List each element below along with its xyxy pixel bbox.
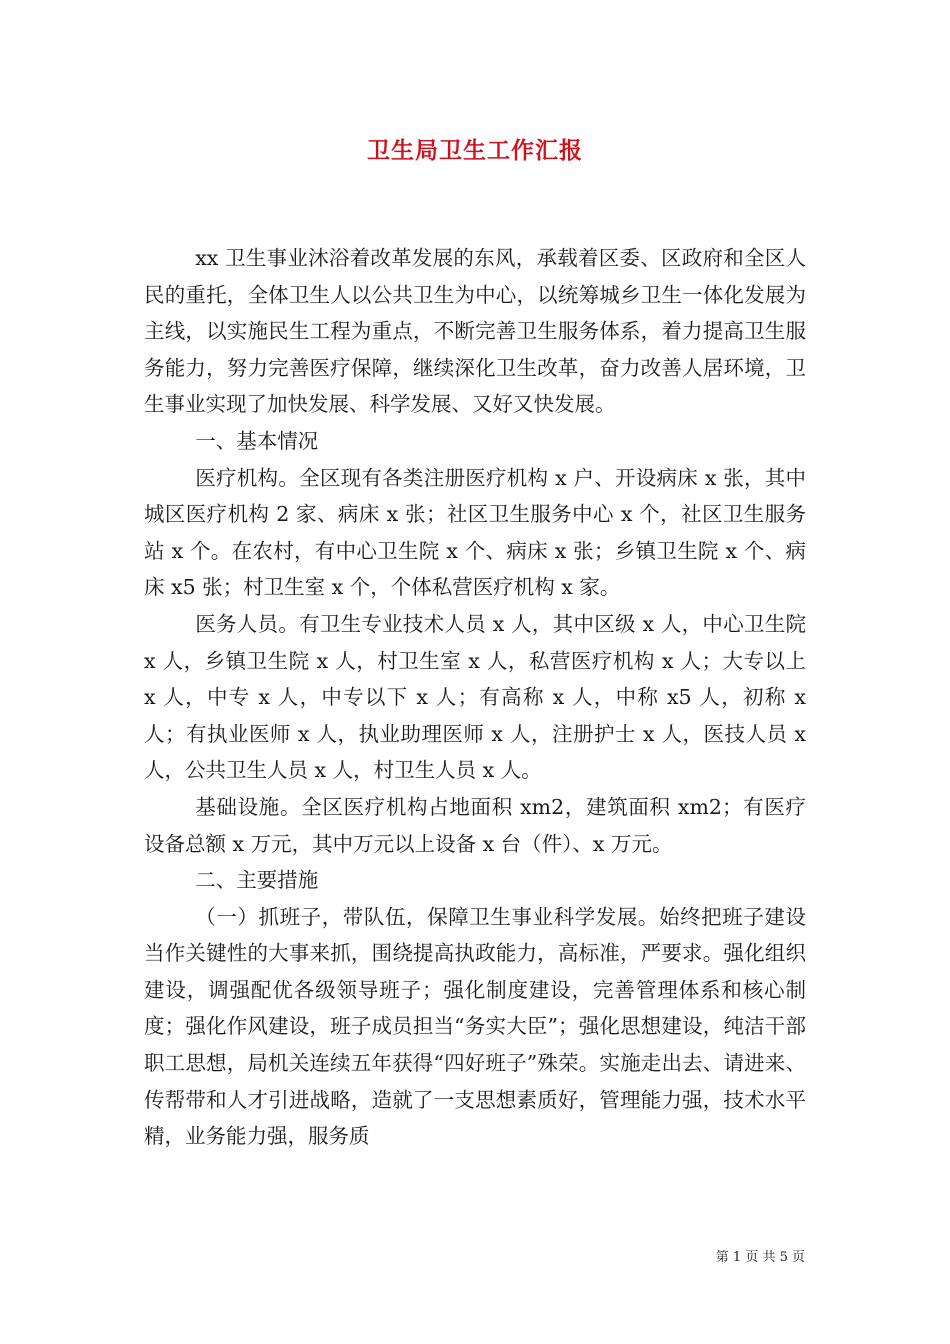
- document-body: [144, 240, 806, 1155]
- intro-paragraph: xx 卫生事业沐浴着改革发展的东风，承载着区委、区政府和全区人民的重托，全体卫生人以公共卫生为中心，以统筹城乡卫生一体化发展为主线，以实施民生工程为重点，不断完善卫生服务体系，着力提高卫生服务能力，努力完善医疗保障，继续深化卫生改革，奋力改善人居环境，卫生事业实现了加快发展、科学发展、又好又快发展。: [144, 246, 806, 417]
- medical-institutions-paragraph: 医疗机构。全区现有各类注册医疗机构 x 户、开设病床 x 张，其中城区医疗机构 2 家、病床 x 张；社区卫生服务中心 x 个，社区卫生服务站 x 个。在农村，有中心卫生院 x 个、病床 x 张；乡镇卫生院 x 个、病床 x5 张；村卫生室 x 个，个体私营医疗机构 x 家。: [144, 465, 806, 600]
- page-number-footer: 第 1 页 共 5 页: [715, 1250, 805, 1265]
- medical-staff-paragraph: 医务人员。有卫生专业技术人员 x 人，其中区级 x 人，中心卫生院 x 人，乡镇卫生院 x 人，村卫生室 x 人，私营医疗机构 x 人；大专以上 x 人，中专 x 人，中专以下 x 人；有高称 x 人，中称 x5 人，初称 x 人；有执业医师 x 人，执业助理医师 x 人，注册护士 x 人，医技人员 x 人，公共卫生人员 x 人，村卫生人员 x 人。: [144, 611, 806, 783]
- section-heading-basic-situation: 一、基本情况: [195, 428, 319, 453]
- document-title: 卫生局卫生工作汇报: [367, 137, 583, 164]
- infrastructure-paragraph: 基础设施。全区医疗机构占地面积 xm2，建筑面积 xm2；有医疗设备总额 x 万元，其中万元以上设备 x 台（件）、x 万元。: [144, 794, 806, 856]
- measure-one-paragraph: （一）抓班子，带队伍，保障卫生事业科学发展。始终把班子建设当作关键性的大事来抓，围绕提高执政能力，高标准，严要求。强化组织建设，调强配优各级领导班子；强化制度建设，完善管理体系和核心制度；强化作风建设，班子成员担当“务实大臣”；强化思想建设，纯洁干部职工思想，局机关连续五年获得“四好班子”殊荣。实施走出去、请进来、传帮带和人才引进战略，造就了一支思想素质好，管理能力强，技术水平精，业务能力强，服务质: [144, 904, 806, 1149]
- section-heading-main-measures: 二、主要措施: [195, 868, 319, 893]
